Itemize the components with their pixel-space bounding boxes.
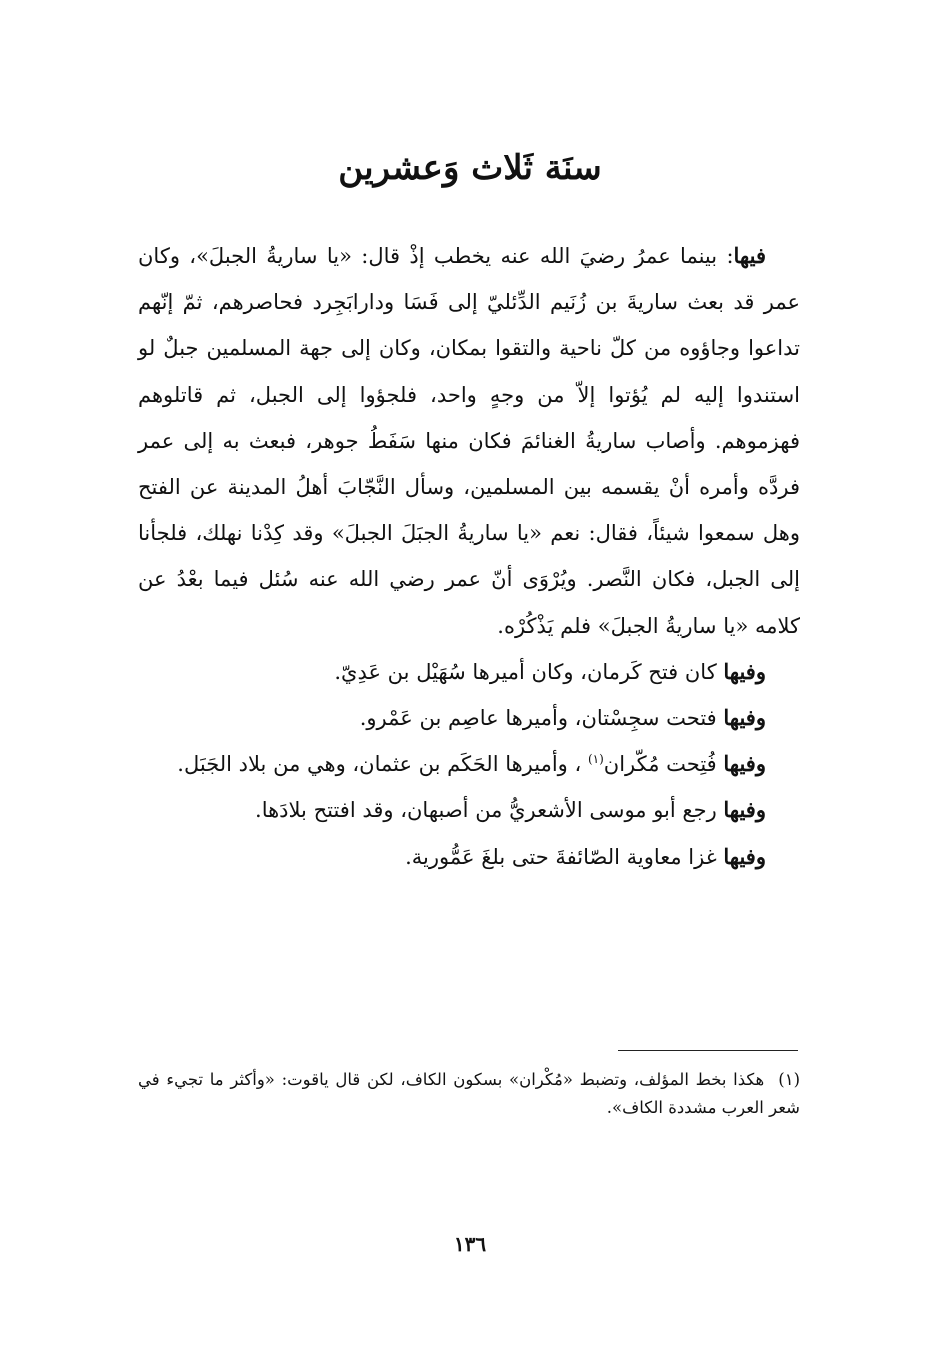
- paragraph-text: كان فتح كَرمان، وكان أميرها سُهَيْل بن عَدِيّ.: [334, 659, 724, 684]
- paragraph-keyword: وفيها: [723, 705, 766, 731]
- paragraph-text: غزا معاوية الصّائفةَ حتى بلغَ عَمُّورية.: [405, 844, 724, 869]
- paragraph-text: ، وأميرها الحَكَم بن عثمان، وهي من بلاد الجَبَل.: [177, 752, 588, 777]
- page-number: ١٣٦: [453, 1232, 487, 1256]
- paragraph: [138, 834, 800, 880]
- paragraph-keyword: وفيها: [723, 751, 766, 777]
- paragraph-keyword: وفيها: [723, 843, 766, 869]
- paragraph-keyword: وفيها: [723, 658, 766, 684]
- footnote-divider: [618, 1050, 798, 1051]
- paragraph: [138, 695, 800, 741]
- paragraph-text: فتحت سجِسْتان، وأميرها عاصِم بن عَمْرو.: [359, 706, 724, 731]
- main-text: [138, 233, 800, 880]
- footnote: [138, 1066, 800, 1122]
- paragraph: [138, 787, 800, 833]
- footnote-text: هكذا بخط المؤلف، وتضبط «مُكْران» بسكون الكاف، لكن قال ياقوت: «وأكثر ما تجيء في شعر العرب مشددة الكاف».: [138, 1070, 800, 1117]
- paragraph: [138, 741, 800, 787]
- footnote-number: (١): [778, 1070, 800, 1089]
- paragraph: [138, 233, 800, 649]
- paragraph-keyword: وفيها: [723, 797, 766, 823]
- paragraph-text: فُتِحت مُكّران: [603, 752, 724, 777]
- paragraph-text: رجع أبو موسى الأشعريُّ من أصبهان، وقد افتتح بلادَها.: [255, 798, 724, 823]
- paragraph: [138, 649, 800, 695]
- footnote-reference[interactable]: (١): [587, 752, 604, 767]
- paragraph-text: : بينما عمرُ رضيَ الله عنه يخطب إذْ قال: «يا ساريةُ الجبلَ»، وكان عمر قد بعث ساريةَ بن زُنَيم الدِّئليّ إلى فَسَا ودارابَجِرد فحاصرهم، ثمّ إنّهم تداعوا وجاؤوه من كلّ ناحية والتقوا بمكان، وكان إلى جهة المسلمين جبلٌ لو استندوا إليه لم يُؤتوا إلاّ من وجهٍ واحد، فلجؤوا إلى الجبل، ثم قاتلوهم فهزموهم. وأصاب ساريةُ الغنائمَ فكان منها سَفَطُ جوهر، فبعث به إلى عمر فردَّه وأمره أنْ يقسمه بين المسلمين، وسأل النَّجّابَ أهلُ المدينة عن الفتح وهل سمعوا شيئاً، فقال: نعم «يا ساريةُ الجبَلَ الجبلَ» وقد كِدْنا نهلك، فلجأنا إلى الجبل، فكان النَّصر. ويُرْوَى أنّ عمر رضي الله عنه سُئل فيما بعْدُ عن كلامه «يا ساريةُ الجبلَ» فلم يَذْكُرْه.: [138, 244, 800, 638]
- paragraph-keyword: فيها: [733, 243, 766, 268]
- chapter-title: سنَة ثَلاث وَعشرين: [338, 148, 602, 188]
